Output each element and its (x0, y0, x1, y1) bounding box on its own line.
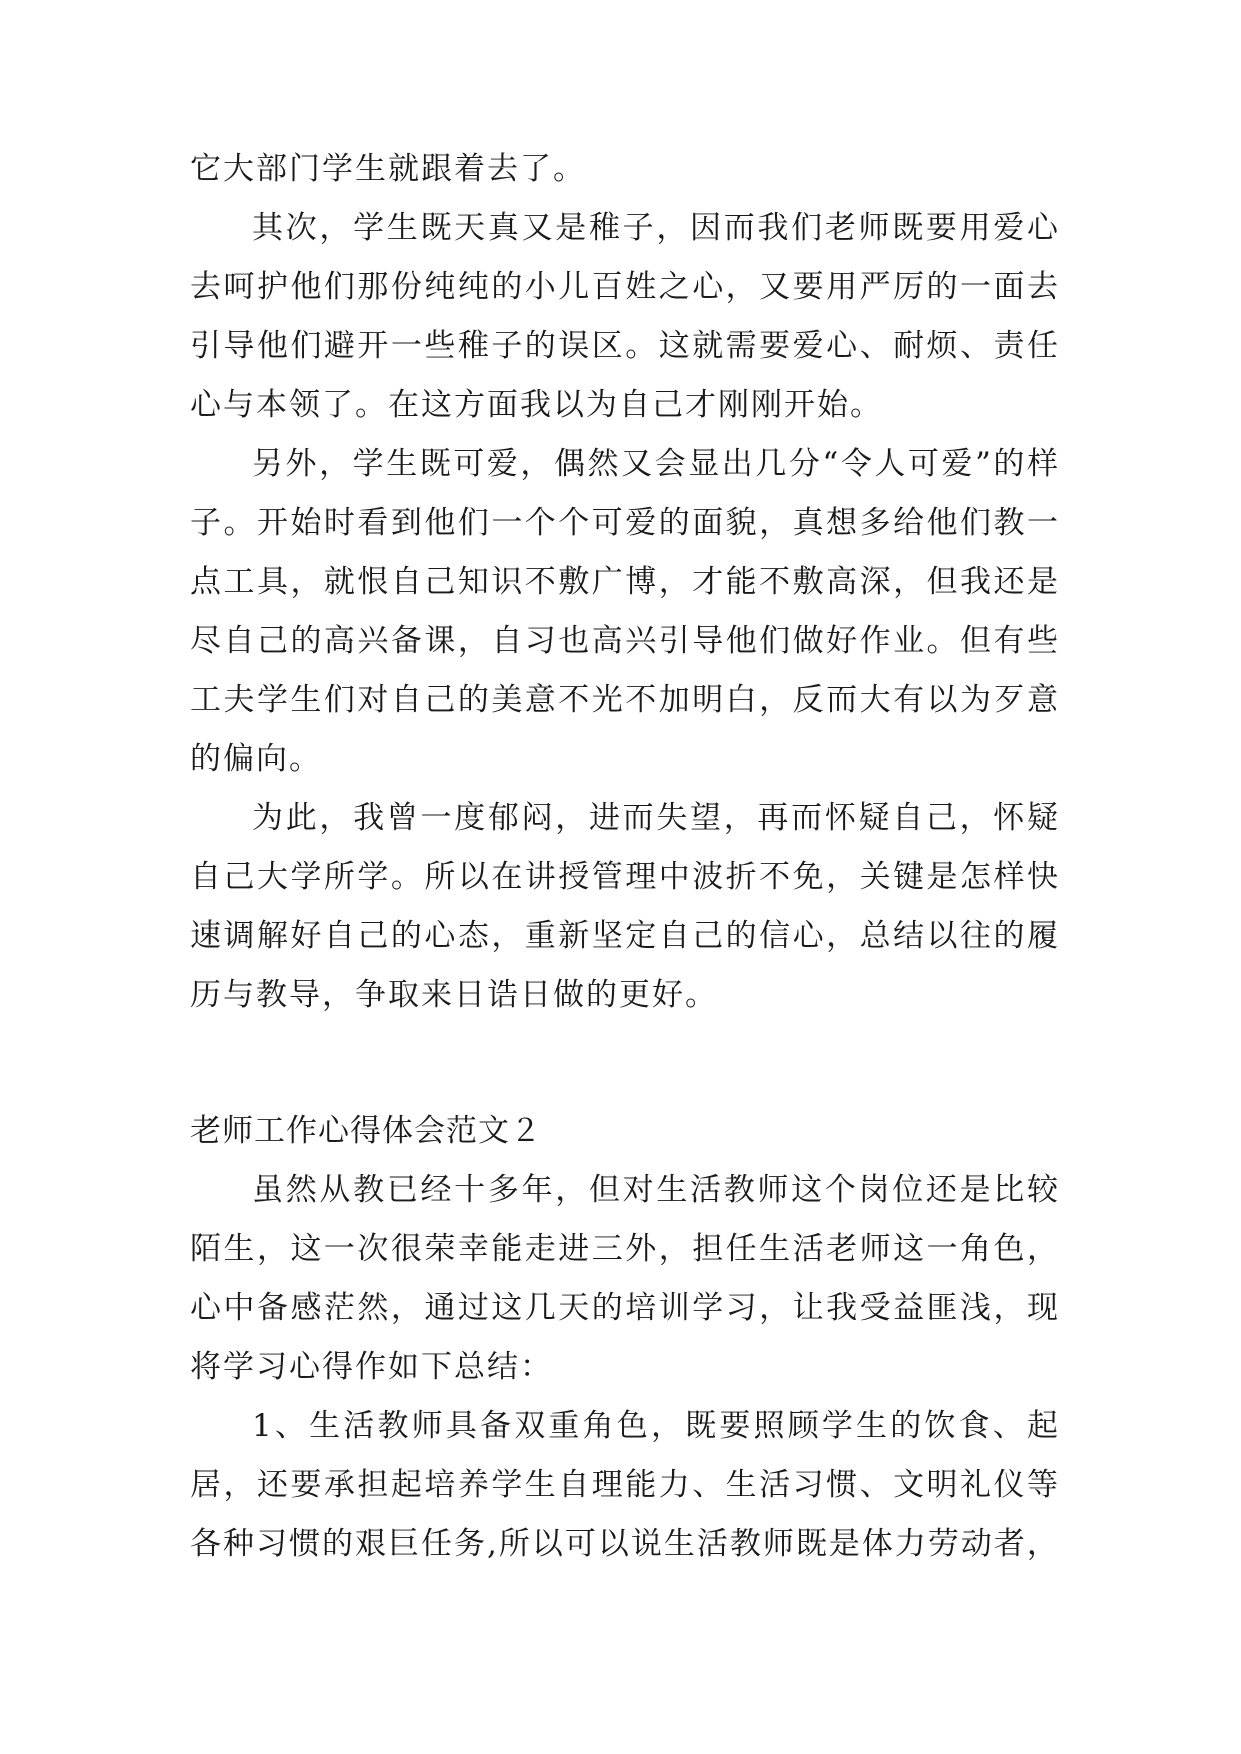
paragraph-intro: 虽然从教已经十多年，但对生活教师这个岗位还是比较陌生，这一次很荣幸能走进三外，担任生活老师这一角色，心中备感茫然，通过这几天的培训学习，让我受益匪浅，现将学习心得作如下总结： (190, 1172, 1060, 1385)
section-2-body (190, 1102, 1060, 1574)
paragraph-besides: 另外，学生既可爱，偶然又会显出几分“令人可爱”的样子。开始时看到他们一个个可爱的面貌，真想多给他们教一点工具，就恨自己知识不敷广博，才能不敷高深，但我还是尽自己的高兴备课，自习也高兴引导他们做好作业。但有些工夫学生们对自己的美意不光不加明白，反而大有以为歹意的偏向。 (190, 446, 1060, 777)
paragraph-secondly: 其次，学生既天真又是稚子，因而我们老师既要用爱心去呵护他们那份纯纯的小儿百姓之心，又要用严厉的一面去引导他们避开一些稚子的误区。这就需要爱心、耐烦、责任心与本领了。在这方面我以为自己才刚刚开始。 (190, 210, 1060, 423)
section-1-body (190, 140, 1060, 1025)
section-heading: 老师工作心得体会范文２ (190, 1113, 542, 1149)
continued-paragraph: 它大部门学生就跟着去了。 (190, 151, 586, 187)
paragraph-therefore: 为此，我曾一度郁闷，进而失望，再而怀疑自己，怀疑自己大学所学。所以在讲授管理中波折不免，关键是怎样快速调解好自己的心态，重新坚定自己的信心，总结以往的履历与教导，争取来日诰日做的更好。 (190, 800, 1060, 1013)
paragraph-point-1: 1、生活教师具备双重角色，既要照顾学生的饮食、起居，还要承担起培养学生自理能力、生活习惯、文明礼仪等各种习惯的艰巨任务,所以可以说生活教师既是体力劳动者， (190, 1408, 1060, 1562)
